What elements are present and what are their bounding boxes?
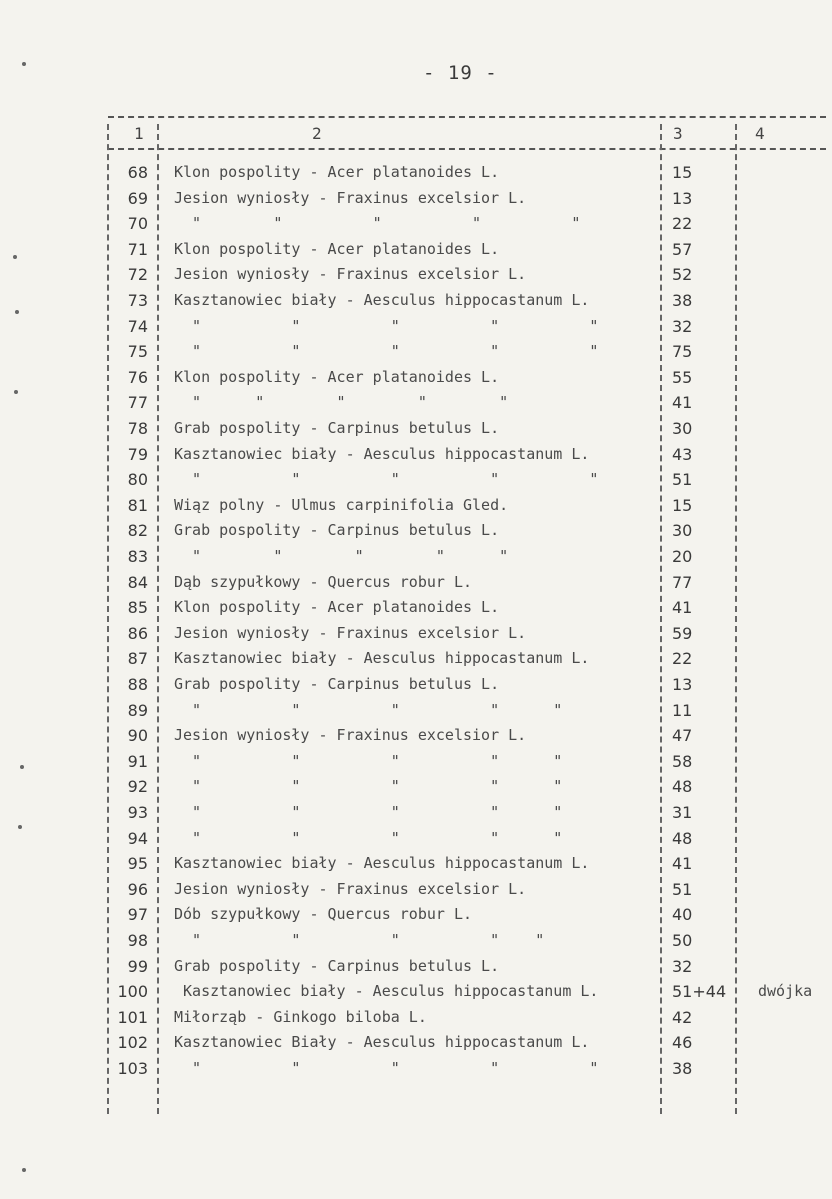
table-row xyxy=(0,314,832,339)
tree-count: 57 xyxy=(672,240,693,259)
species-name: " " " " " xyxy=(174,214,581,232)
row-number: 79 xyxy=(127,445,148,464)
row-number: 76 xyxy=(127,368,148,387)
table-row xyxy=(0,723,832,748)
species-name: " " " " " xyxy=(174,317,599,335)
table-row xyxy=(0,877,832,902)
row-number: 70 xyxy=(127,214,148,233)
row-number: 78 xyxy=(127,419,148,438)
tree-count: 41 xyxy=(672,598,693,617)
tree-count: 13 xyxy=(672,675,693,694)
table-row xyxy=(0,954,832,979)
table-row xyxy=(0,1005,832,1030)
table-row xyxy=(0,262,832,287)
row-number: 75 xyxy=(127,342,148,361)
tree-count: 15 xyxy=(672,163,693,182)
species-name: " " " " " xyxy=(174,393,509,411)
row-number: 90 xyxy=(127,726,148,745)
tree-count: 58 xyxy=(672,752,693,771)
table-row xyxy=(0,979,832,1004)
species-name: Kasztanowiec biały - Aesculus hippocastanum L. xyxy=(174,445,590,463)
tree-count: 48 xyxy=(672,777,693,796)
row-number: 83 xyxy=(127,547,148,566)
tree-count: 51 xyxy=(672,880,693,899)
table-row xyxy=(0,902,832,927)
table-row xyxy=(0,826,832,851)
species-name: " " " " " xyxy=(174,752,563,770)
tree-count: 38 xyxy=(672,1059,693,1078)
row-number: 72 xyxy=(127,265,148,284)
row-number: 74 xyxy=(127,317,148,336)
row-number: 102 xyxy=(117,1033,148,1052)
margin-mark xyxy=(18,825,22,829)
row-number: 81 xyxy=(127,496,148,515)
tree-count: 55 xyxy=(672,368,693,387)
column-header-1: 1 xyxy=(134,124,144,143)
species-name: Kasztanowiec biały - Aesculus hippocastanum L. xyxy=(174,854,590,872)
tree-count: 40 xyxy=(672,905,693,924)
species-name: Grab pospolity - Carpinus betulus L. xyxy=(174,957,500,975)
table-row xyxy=(0,672,832,697)
species-name: Jesion wyniosły - Fraxinus excelsior L. xyxy=(174,880,527,898)
row-number: 82 xyxy=(127,521,148,540)
row-number: 92 xyxy=(127,777,148,796)
tree-count: 77 xyxy=(672,573,693,592)
tree-count: 59 xyxy=(672,624,693,643)
tree-count: 41 xyxy=(672,393,693,412)
row-number: 95 xyxy=(127,854,148,873)
tree-count: 22 xyxy=(672,649,693,668)
species-name: Grab pospolity - Carpinus betulus L. xyxy=(174,419,500,437)
species-name: Klon pospolity - Acer platanoides L. xyxy=(174,163,500,181)
row-number: 101 xyxy=(117,1008,148,1027)
table-row xyxy=(0,288,832,313)
tree-count: 11 xyxy=(672,701,693,720)
species-name: " " " " " xyxy=(174,1059,599,1077)
tree-count: 46 xyxy=(672,1033,693,1052)
row-number: 71 xyxy=(127,240,148,259)
species-name: Dąb szypułkowy - Quercus robur L. xyxy=(174,573,473,591)
row-number: 86 xyxy=(127,624,148,643)
row-number: 73 xyxy=(127,291,148,310)
tree-count: 51 xyxy=(672,470,693,489)
species-name: " " " " " xyxy=(174,342,599,360)
species-name: " " " " " xyxy=(174,701,563,719)
row-number: 91 xyxy=(127,752,148,771)
tree-count: 15 xyxy=(672,496,693,515)
row-number: 93 xyxy=(127,803,148,822)
species-name: Klon pospolity - Acer platanoides L. xyxy=(174,598,500,616)
tree-count: 31 xyxy=(672,803,693,822)
row-number: 99 xyxy=(127,957,148,976)
tree-count: 41 xyxy=(672,854,693,873)
species-name: Grab pospolity - Carpinus betulus L. xyxy=(174,675,500,693)
table-row xyxy=(0,1056,832,1081)
species-name: Klon pospolity - Acer platanoides L. xyxy=(174,368,500,386)
table-row xyxy=(0,646,832,671)
table-row xyxy=(0,237,832,262)
column-header-3: 3 xyxy=(673,124,683,143)
row-number: 84 xyxy=(127,573,148,592)
row-number: 77 xyxy=(127,393,148,412)
species-name: " " " " " xyxy=(174,547,509,565)
table-row xyxy=(0,570,832,595)
column-header-2: 2 xyxy=(312,124,322,143)
tree-count: 32 xyxy=(672,957,693,976)
margin-mark xyxy=(14,390,18,394)
species-name: Kasztanowiec biały - Aesculus hippocastanum L. xyxy=(174,291,590,309)
row-number: 69 xyxy=(127,189,148,208)
species-name: Klon pospolity - Acer platanoides L. xyxy=(174,240,500,258)
table-row xyxy=(0,442,832,467)
table-row xyxy=(0,698,832,723)
table-top-rule xyxy=(108,116,826,118)
margin-mark xyxy=(20,765,24,769)
row-number: 94 xyxy=(127,829,148,848)
table-row xyxy=(0,365,832,390)
table-header-rule xyxy=(108,148,826,150)
species-name: " " " " " xyxy=(174,470,599,488)
tree-count: 22 xyxy=(672,214,693,233)
species-name: Jesion wyniosły - Fraxinus excelsior L. xyxy=(174,726,527,744)
row-number: 88 xyxy=(127,675,148,694)
row-number: 85 xyxy=(127,598,148,617)
table-row xyxy=(0,544,832,569)
row-number: 98 xyxy=(127,931,148,950)
species-name: Kasztanowiec Biały - Aesculus hippocastanum L. xyxy=(174,1033,590,1051)
margin-mark xyxy=(22,1168,26,1172)
table-row xyxy=(0,339,832,364)
table-row xyxy=(0,800,832,825)
tree-count: 51+44 xyxy=(672,982,727,1001)
table-row xyxy=(0,928,832,953)
species-name: " " " " " xyxy=(174,931,545,949)
species-name: Jesion wyniosły - Fraxinus excelsior L. xyxy=(174,624,527,642)
tree-count: 38 xyxy=(672,291,693,310)
table-row xyxy=(0,1030,832,1055)
tree-count: 47 xyxy=(672,726,693,745)
tree-count: 48 xyxy=(672,829,693,848)
table-row xyxy=(0,211,832,236)
species-name: Kasztanowiec biały - Aesculus hippocastanum L. xyxy=(174,982,599,1000)
column-header-4: 4 xyxy=(755,124,765,143)
row-number: 96 xyxy=(127,880,148,899)
tree-count: 30 xyxy=(672,419,693,438)
row-number: 68 xyxy=(127,163,148,182)
row-number: 89 xyxy=(127,701,148,720)
remark: dwójka xyxy=(758,982,813,1000)
species-name: Dób szypułkowy - Quercus robur L. xyxy=(174,905,473,923)
table-row xyxy=(0,851,832,876)
table-row xyxy=(0,186,832,211)
table-row xyxy=(0,416,832,441)
species-name: Jesion wyniosły - Fraxinus excelsior L. xyxy=(174,189,527,207)
table-row xyxy=(0,749,832,774)
table-row xyxy=(0,160,832,185)
row-number: 80 xyxy=(127,470,148,489)
table-row xyxy=(0,518,832,543)
species-name: Miłorząb - Ginkogo biloba L. xyxy=(174,1008,427,1026)
row-number: 87 xyxy=(127,649,148,668)
tree-count: 32 xyxy=(672,317,693,336)
tree-count: 42 xyxy=(672,1008,693,1027)
table-row xyxy=(0,774,832,799)
row-number: 100 xyxy=(117,982,148,1001)
page-number: - 19 - xyxy=(423,62,498,84)
table-row xyxy=(0,595,832,620)
table-row xyxy=(0,467,832,492)
species-name: Kasztanowiec biały - Aesculus hippocastanum L. xyxy=(174,649,590,667)
margin-mark xyxy=(13,255,17,259)
species-name: Grab pospolity - Carpinus betulus L. xyxy=(174,521,500,539)
tree-count: 75 xyxy=(672,342,693,361)
species-name: Jesion wyniosły - Fraxinus excelsior L. xyxy=(174,265,527,283)
row-number: 103 xyxy=(117,1059,148,1078)
species-name: Wiąz polny - Ulmus carpinifolia Gled. xyxy=(174,496,509,514)
table-row xyxy=(0,493,832,518)
tree-count: 30 xyxy=(672,521,693,540)
margin-mark xyxy=(15,310,19,314)
species-name: " " " " " xyxy=(174,829,563,847)
tree-count: 20 xyxy=(672,547,693,566)
margin-mark xyxy=(22,62,26,66)
tree-count: 50 xyxy=(672,931,693,950)
tree-count: 52 xyxy=(672,265,693,284)
row-number: 97 xyxy=(127,905,148,924)
species-name: " " " " " xyxy=(174,777,563,795)
table-row xyxy=(0,390,832,415)
table-row xyxy=(0,621,832,646)
tree-count: 43 xyxy=(672,445,693,464)
species-name: " " " " " xyxy=(174,803,563,821)
tree-count: 13 xyxy=(672,189,693,208)
